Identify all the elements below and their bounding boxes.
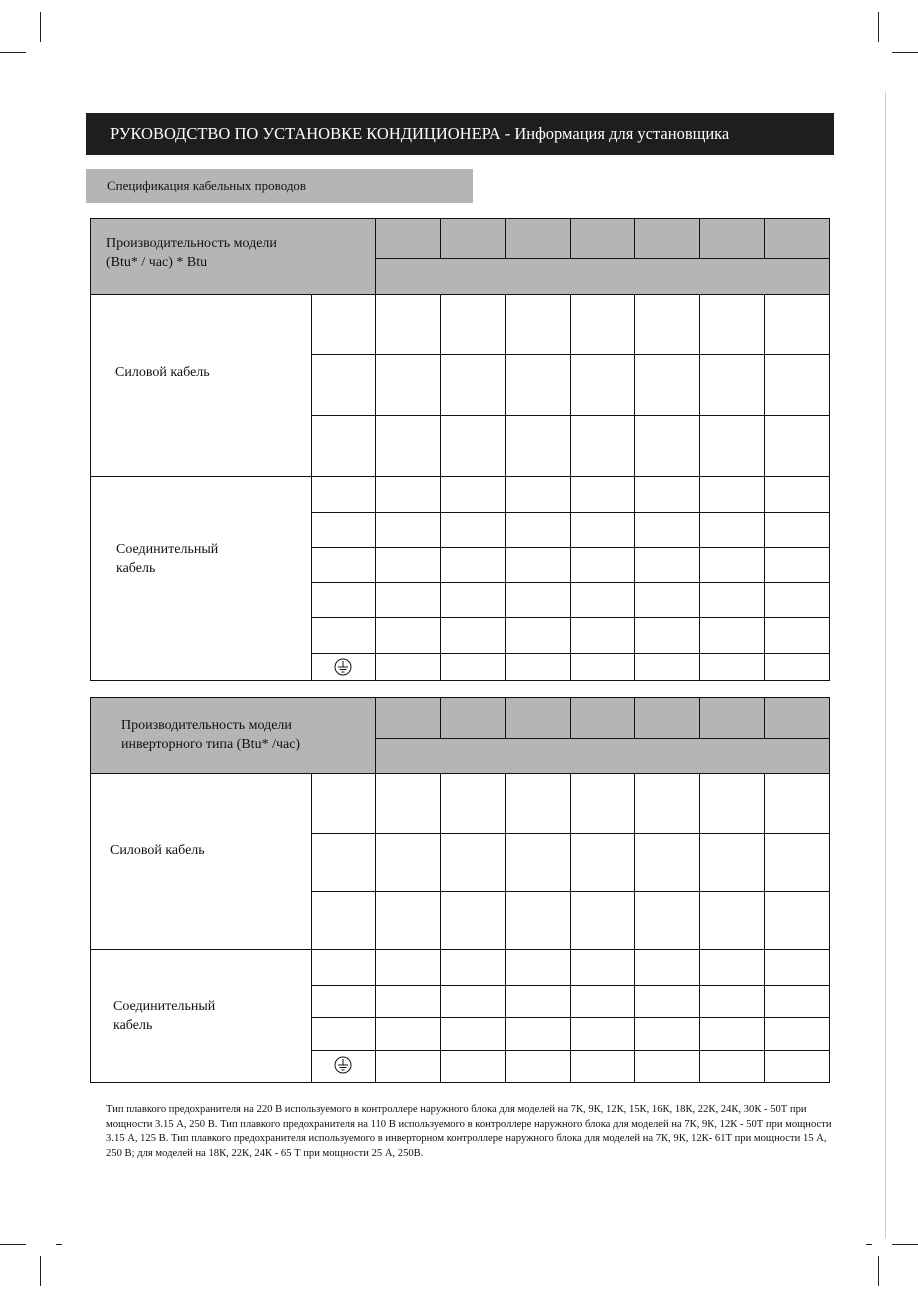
table1-connect-label	[116, 540, 218, 578]
table2-header-label	[121, 716, 300, 754]
section-title: Спецификация кабельных проводов	[107, 178, 307, 193]
table2-power-label: Силовой кабель	[110, 843, 205, 858]
table1-header-line2: (Btu* / час) * Btu	[106, 255, 208, 270]
footnote: Тип плавкого предохранителя на 220 В используемого в контроллере наружного блока для моделей на 7К, 9К, 12К, 15К, 16К, 18К, 22К, 24К, 30К - 50Т при мощности 3.15 А, 250 В. Тип плавкого предохранителя на 110 В используемого в контроллере наружного блока для моделей на 7К, 9К, 12К - 50Т при мощности 3.15 А, 125 В. Тип плавкого предохранителя используемого в инверторном контроллере наружного блока для моделей на 7К, 9К, 12К- 61Т при мощности 15 А, 250 В; для моделей на 18К, 22К, 24К - 65 Т при мощности 25 А, 250В.	[106, 1104, 832, 1159]
table2-connect-label	[113, 997, 215, 1035]
table2-header-line2: инверторного типа (Btu* /час)	[121, 737, 301, 752]
ground-symbol-icon	[334, 1056, 352, 1074]
ground-symbol-icon	[334, 658, 352, 676]
table1-connect-line1: Соединительный	[116, 542, 219, 557]
table2-connect-line2: кабель	[113, 1018, 153, 1033]
table1-connect-line2: кабель	[116, 561, 156, 576]
page-title: РУКОВОДСТВО ПО УСТАНОВКЕ КОНДИЦИОНЕРА - Информация для установщика	[110, 124, 730, 143]
table1-power-label: Силовой кабель	[115, 365, 210, 380]
table1-header-label	[106, 234, 277, 272]
table2-connect-line1: Соединительный	[113, 999, 216, 1014]
table2-header-line1: Производительность модели	[121, 718, 292, 733]
table1-header-line1: Производительность модели	[106, 236, 277, 251]
